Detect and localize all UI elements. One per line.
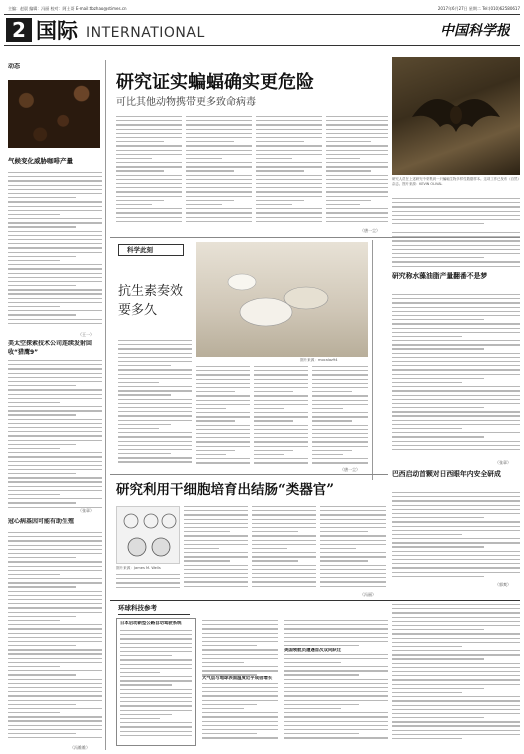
env-right-title: 美国领航员遭遇首次双向跃迁 [284, 648, 388, 654]
page-number: 2 [12, 18, 26, 42]
sidebar-story2-credit: （张章） [78, 508, 94, 513]
organoid-diagram [117, 507, 180, 564]
brazil-headline: 巴西启动首颗对日西眼年内安全研成 [392, 470, 501, 478]
bat-illustration [392, 57, 520, 175]
stem-col1 [184, 506, 248, 590]
main-story-credit: （唐一尘） [360, 228, 380, 233]
sidebar-story3-credit: （冯维维） [70, 745, 90, 750]
main-col1 [116, 116, 182, 226]
masthead-editors: 主编：赵晨 编辑：冯丽 校对：阿土哥 E-mail:tbzhao@stimes.cn [8, 6, 127, 11]
antibiotics-headline: 抗生素奏效要多久 [118, 284, 184, 318]
brazil-credit: （郭爽） [495, 582, 511, 587]
main-col3 [256, 116, 322, 226]
pill-illustration [196, 242, 368, 357]
main-col5 [392, 198, 520, 228]
main-col4 [326, 116, 388, 226]
stem-col2 [252, 506, 316, 590]
section-title-en: INTERNATIONAL [86, 25, 205, 41]
env-col2 [202, 620, 278, 744]
organoid-photo [116, 506, 180, 564]
algae-credit: （张章） [495, 460, 511, 465]
sidebar-header: 动态 [8, 63, 21, 70]
antibiotics-col2 [196, 366, 250, 466]
right-column-divider [372, 240, 373, 480]
stem-col3 [320, 506, 386, 590]
main-headline: 研究证实蝙蝠确实更危险 [116, 72, 314, 93]
env-section-title: 环球科技参考 [118, 604, 157, 612]
env-col3 [284, 620, 388, 744]
sidebar-story3-body [8, 532, 102, 744]
bat-photo-caption: 研究人员在上述研究中采集到一只蝙蝠生物多样性数据样本。这项工作已发布《自然》杂志。图片来源：KEVIN OLIVAL [392, 177, 520, 186]
page-number-box [6, 18, 32, 42]
antibiotics-photo [196, 242, 368, 357]
science-moment-tag [118, 244, 184, 256]
env-box-title: 日本启动新型公路自动驾驶系统 [120, 621, 182, 626]
sidebar-story3-title: 冠心病基因可能有助生殖 [8, 518, 75, 525]
sidebar-story2-title: 美太空探索技术公司连续发射回收“猎鹰9” [8, 340, 93, 356]
sidebar-story1-body [8, 172, 102, 330]
masthead-top-rule [4, 14, 520, 15]
antibiotics-photo-credit: 图片来源：mocalaz94 [300, 358, 338, 362]
paper-logo: 中国科学报 [440, 23, 510, 39]
stem-lead [116, 574, 180, 590]
env-col4 [392, 604, 520, 746]
env-title-underline [118, 614, 190, 615]
coffee-beans-photo [8, 80, 100, 148]
env-box-body [120, 630, 192, 742]
section-title-cn: 国际 [36, 19, 78, 43]
right-col-top [392, 232, 520, 270]
env-top-rule [110, 600, 520, 601]
masthead-bottom-rule [4, 45, 520, 46]
stem-credit: （冯丽） [360, 592, 376, 597]
algae-body [392, 294, 520, 458]
organoid-photo-credit: 图片来源：James M. Wells [116, 566, 161, 570]
science-moment-label: 科学此刻 [127, 246, 153, 254]
stem-top-rule [110, 474, 388, 475]
sidebar-story2-body [8, 360, 102, 512]
antibiotics-col4 [312, 366, 368, 466]
main-col2 [186, 116, 252, 226]
sidebar-divider [105, 60, 106, 750]
antibiotics-credit: （唐一尘） [340, 467, 360, 472]
masthead-date: 2017年6月27日 星期二 Tel:(010)62580617 [437, 6, 520, 11]
algae-headline: 研究称水藻油脂产量翻番不是梦 [392, 272, 488, 280]
brazil-body [392, 492, 520, 582]
stem-headline: 研究利用干细胞培育出结肠“类器官” [116, 482, 335, 498]
sidebar-story1-credit: （王一） [78, 332, 94, 337]
sidebar-story1-title: 气候变化威胁咖啡产量 [8, 157, 73, 165]
main-subheadline: 可比其他动物携带更多致命病毒 [116, 97, 256, 108]
bat-photo [392, 57, 520, 175]
env-mid-title: 大气层与地球表面温度近乎成倍增长 [202, 676, 278, 682]
antibiotics-col3 [254, 366, 308, 466]
antibiotics-lead [118, 340, 192, 465]
